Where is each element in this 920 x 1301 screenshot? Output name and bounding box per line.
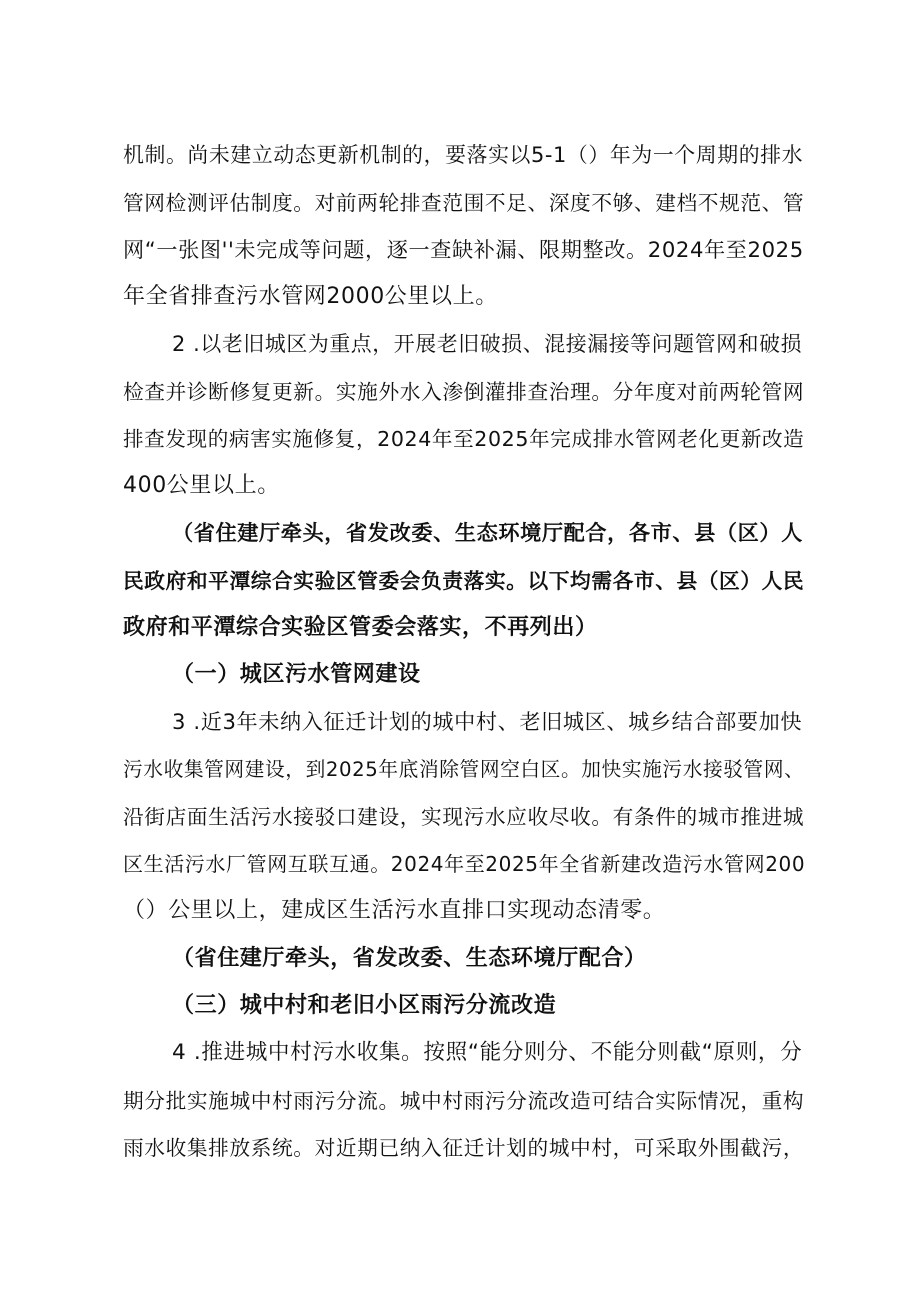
paragraph-1-line-3: 网“一张图''未完成等问题，逐一查缺补漏、限期整改。2024年至2025 (123, 237, 804, 262)
item-4-line-3: 雨水收集排放系统。对近期已纳入征迁计划的城中村，可采取外围截污， (123, 1136, 805, 1160)
responsibility-note-line-2: 民政府和平潭综合实验区管委会负责落实。以下均需各市、县（区）人民 (123, 569, 805, 593)
responsibility-note-2: （省住建厅牵头，省发改委、生态环境厅配合） (172, 946, 647, 971)
item-3-line-4: 区生活污水厂管网互联互通。2024年至2025年全省新建改造污水管网200 (123, 852, 806, 876)
item-3-line-5: （）公里以上，建成区生活污水直排口实现动态清零。 (123, 898, 666, 923)
responsibility-note-line-1: （省住建厅牵头，省发改委、生态环境厅配合，各市、县（区）人 (172, 520, 803, 545)
item-2-line-3: 排查发现的病害实施修复，2024年至2025年完成排水管网老化更新改造 (123, 427, 805, 451)
item-3-line-2: 污水收集管网建设，到2025年底消除管网空白区。加快实施污水接驳管网、 (123, 758, 805, 781)
paragraph-1-line-4: 年全省排查污水管网2000公里以上。 (123, 284, 498, 309)
responsibility-note-line-3: 政府和平潭综合实验区管委会落实，不再列出） (123, 615, 598, 640)
item-2-line-4: 400公里以上。 (123, 473, 280, 498)
item-4-line-1: 4 .推进城中村污水收集。按照“能分则分、不能分则截“原则，分 (172, 1040, 803, 1065)
paragraph-1-line-1: 机制。尚未建立动态更新机制的，要落实以5-1（）年为一个周期的排水 (123, 143, 804, 167)
section-heading-3: （三）城中村和老旧小区雨污分流改造 (172, 993, 557, 1018)
item-2-line-1: 2 .以老旧城区为重点，开展老旧破损、混接漏接等问题管网和破损 (172, 332, 803, 356)
paragraph-1-line-2: 管网检测评估制度。对前两轮排查范围不足、深度不够、建档不规范、管 (123, 191, 805, 215)
item-3-line-3: 沿街店面生活污水接驳口建设，实现污水应收尽收。有条件的城市推进城 (123, 805, 805, 829)
item-3-line-1: 3 .近3年未纳入征迁计划的城中村、老旧城区、城乡结合部要加快 (172, 709, 803, 734)
item-2-line-2: 检查并诊断修复更新。实施外水入渗倒灌排查治理。分年度对前两轮管网 (123, 380, 805, 404)
item-4-line-2: 期分批实施城中村雨污分流。城中村雨污分流改造可结合实际情况，重构 (123, 1089, 805, 1113)
section-heading-1: （一）城区污水管网建设 (172, 662, 421, 687)
